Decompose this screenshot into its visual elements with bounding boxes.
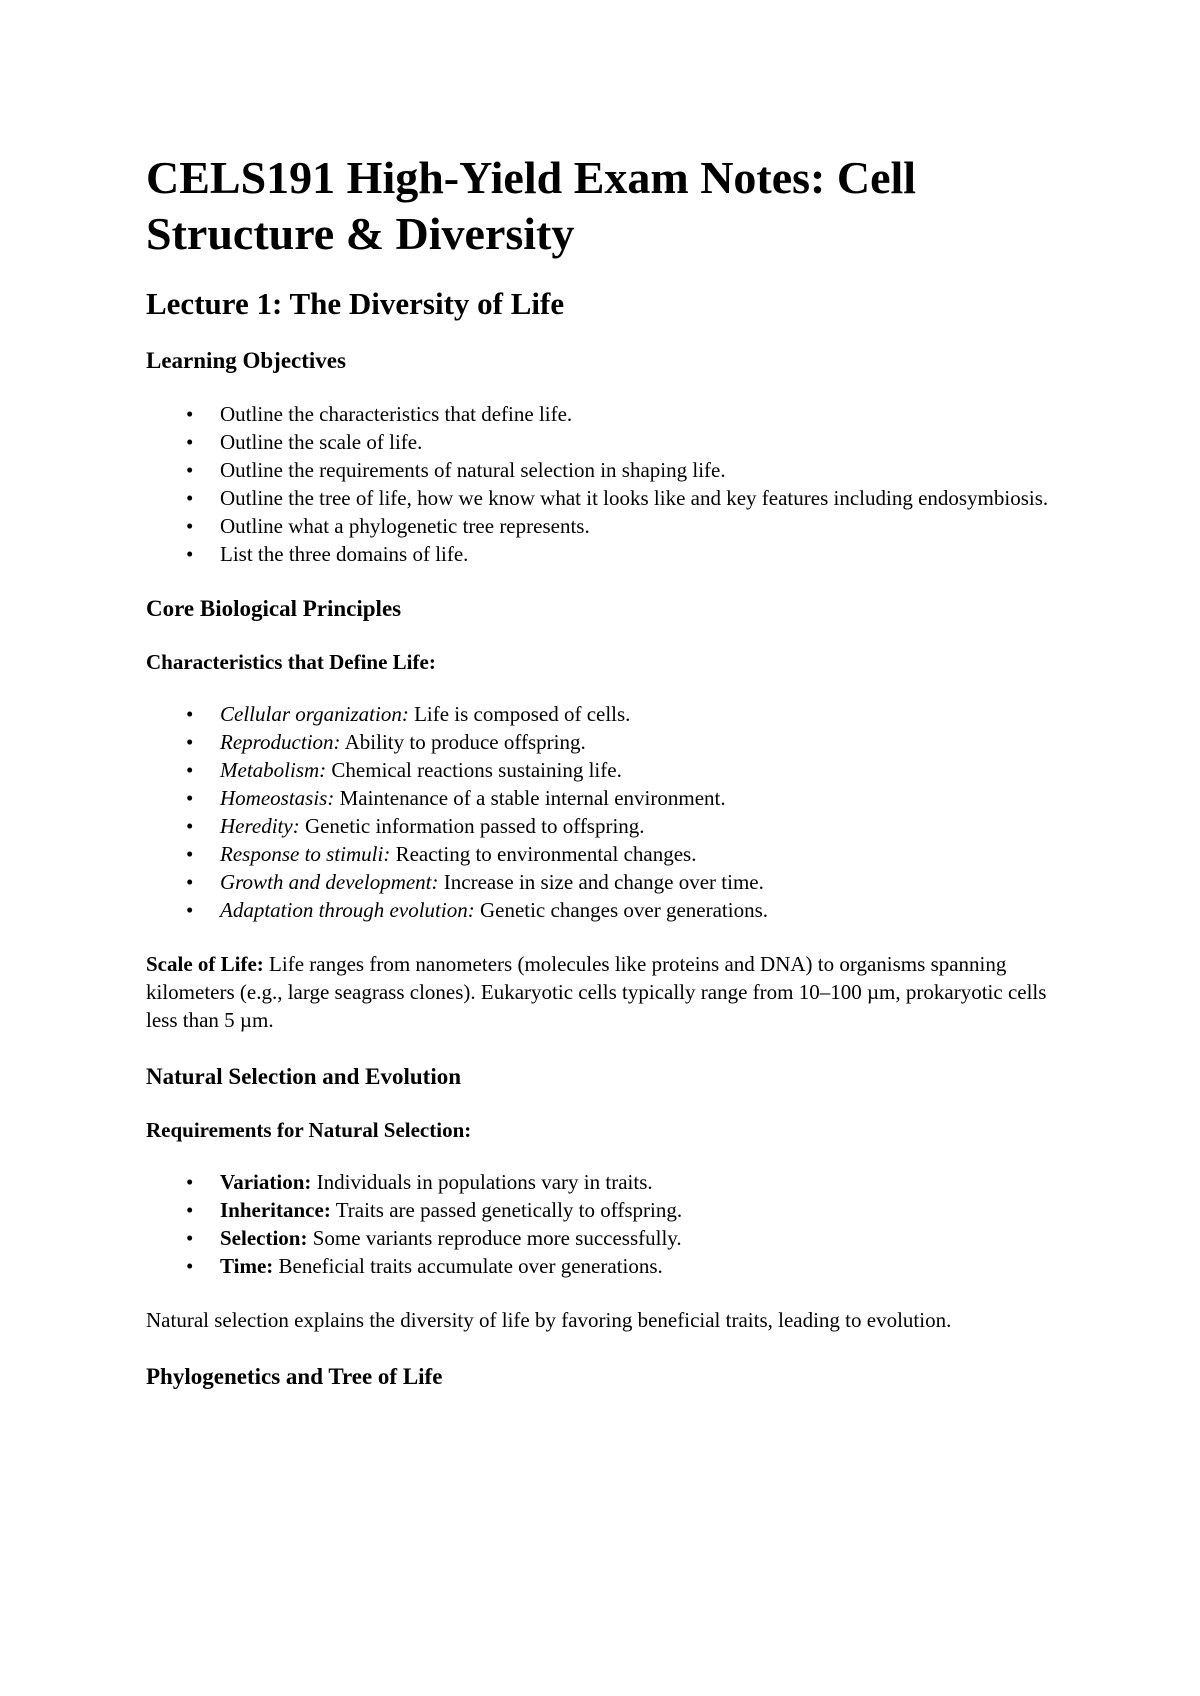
bullet-icon: •	[186, 786, 194, 810]
list-item-text: Outline what a phylogenetic tree represents.	[220, 514, 590, 538]
list-item-term: Variation:	[220, 1170, 312, 1194]
bullet-icon: •	[186, 430, 194, 454]
requirements-list	[146, 1168, 1066, 1280]
bullet-icon: •	[186, 898, 194, 922]
list-item-term: Time:	[220, 1254, 274, 1278]
list-item	[146, 868, 1066, 896]
list-item	[146, 700, 1066, 728]
list-item-term: Metabolism:	[220, 758, 327, 782]
list-item-text: Beneficial traits accumulate over generations.	[273, 1254, 663, 1278]
list-item-term: Response to stimuli:	[220, 842, 391, 866]
list-item	[146, 812, 1066, 840]
bullet-icon: •	[186, 730, 194, 754]
list-item-text: Outline the characteristics that define life.	[220, 402, 573, 426]
scale-of-life-term: Scale of Life:	[146, 952, 264, 976]
bullet-icon: •	[186, 1170, 194, 1194]
list-item-text: Reacting to environmental changes.	[390, 842, 697, 866]
list-item-term: Reproduction:	[220, 730, 341, 754]
requirements-heading: Requirements for Natural Selection:	[146, 1118, 472, 1142]
bullet-icon: •	[186, 702, 194, 726]
list-item-term: Growth and development:	[220, 870, 439, 894]
list-item-term: Cellular organization:	[220, 702, 409, 726]
list-item-term: Homeostasis:	[220, 786, 335, 810]
list-item	[146, 756, 1066, 784]
natural-selection-summary: Natural selection explains the diversity of life by favoring beneficial traits, leading to evolution.	[146, 1308, 952, 1332]
list-item-term: Adaptation through evolution:	[220, 898, 475, 922]
bullet-icon: •	[186, 458, 194, 482]
list-item-text: Genetic changes over generations.	[474, 898, 768, 922]
list-item-text: Chemical reactions sustaining life.	[326, 758, 622, 782]
bullet-icon: •	[186, 542, 194, 566]
list-item	[146, 540, 1066, 568]
learning-objectives-list	[146, 400, 1066, 568]
bullet-icon: •	[186, 814, 194, 838]
bullet-icon: •	[186, 1226, 194, 1250]
document-title: CELS191 High-Yield Exam Notes: Cell Structure & Diversity	[146, 152, 917, 259]
list-item	[146, 1196, 1066, 1224]
natural-selection-heading: Natural Selection and Evolution	[146, 1064, 462, 1089]
list-item-text: Traits are passed genetically to offspring.	[330, 1198, 683, 1222]
bullet-icon: •	[186, 486, 194, 510]
core-principles-heading: Core Biological Principles	[146, 596, 402, 621]
list-item-text: Individuals in populations vary in traits.	[311, 1170, 653, 1194]
list-item	[146, 784, 1066, 812]
bullet-icon: •	[186, 514, 194, 538]
list-item-text: Maintenance of a stable internal environment.	[334, 786, 726, 810]
list-item	[146, 428, 1066, 456]
list-item	[146, 512, 1066, 540]
list-item-term: Heredity:	[220, 814, 300, 838]
list-item-text: Ability to produce offspring.	[340, 730, 586, 754]
lecture-heading: Lecture 1: The Diversity of Life	[146, 286, 565, 321]
phylogenetics-heading: Phylogenetics and Tree of Life	[146, 1364, 443, 1389]
list-item-text: Life is composed of cells.	[408, 702, 631, 726]
bullet-icon: •	[186, 1254, 194, 1278]
bullet-icon: •	[186, 842, 194, 866]
learning-objectives-heading: Learning Objectives	[146, 348, 346, 373]
list-item	[146, 896, 1066, 924]
list-item-text: Some variants reproduce more successfully.	[307, 1226, 682, 1250]
list-item	[146, 840, 1066, 868]
list-item-text: Outline the scale of life.	[220, 430, 423, 454]
list-item-term: Inheritance:	[220, 1198, 331, 1222]
list-item-term: Selection:	[220, 1226, 308, 1250]
characteristics-list	[146, 700, 1066, 924]
list-item-text: Genetic information passed to offspring.	[299, 814, 645, 838]
list-item-text: Outline the tree of life, how we know what it looks like and key features including endosymbiosis.	[220, 486, 1049, 510]
list-item	[146, 484, 1066, 512]
bullet-icon: •	[186, 402, 194, 426]
list-item	[146, 1224, 1066, 1252]
list-item	[146, 1252, 1066, 1280]
bullet-icon: •	[186, 870, 194, 894]
bullet-icon: •	[186, 758, 194, 782]
list-item	[146, 728, 1066, 756]
list-item	[146, 400, 1066, 428]
document-content	[146, 150, 1066, 1416]
list-item-text: List the three domains of life.	[220, 542, 469, 566]
list-item	[146, 456, 1066, 484]
scale-of-life-paragraph	[146, 950, 1066, 1034]
characteristics-heading: Characteristics that Define Life:	[146, 650, 436, 674]
list-item	[146, 1168, 1066, 1196]
list-item-text: Outline the requirements of natural selection in shaping life.	[220, 458, 726, 482]
bullet-icon: •	[186, 1198, 194, 1222]
scale-of-life-text: Life ranges from nanometers (molecules like proteins and DNA) to organisms spanning kilometers (e.g., large seagrass clones). Eukaryotic cells typically range from 10–100 µm, prokaryotic cells less than 5 µm.	[146, 952, 1047, 1032]
list-item-text: Increase in size and change over time.	[438, 870, 764, 894]
